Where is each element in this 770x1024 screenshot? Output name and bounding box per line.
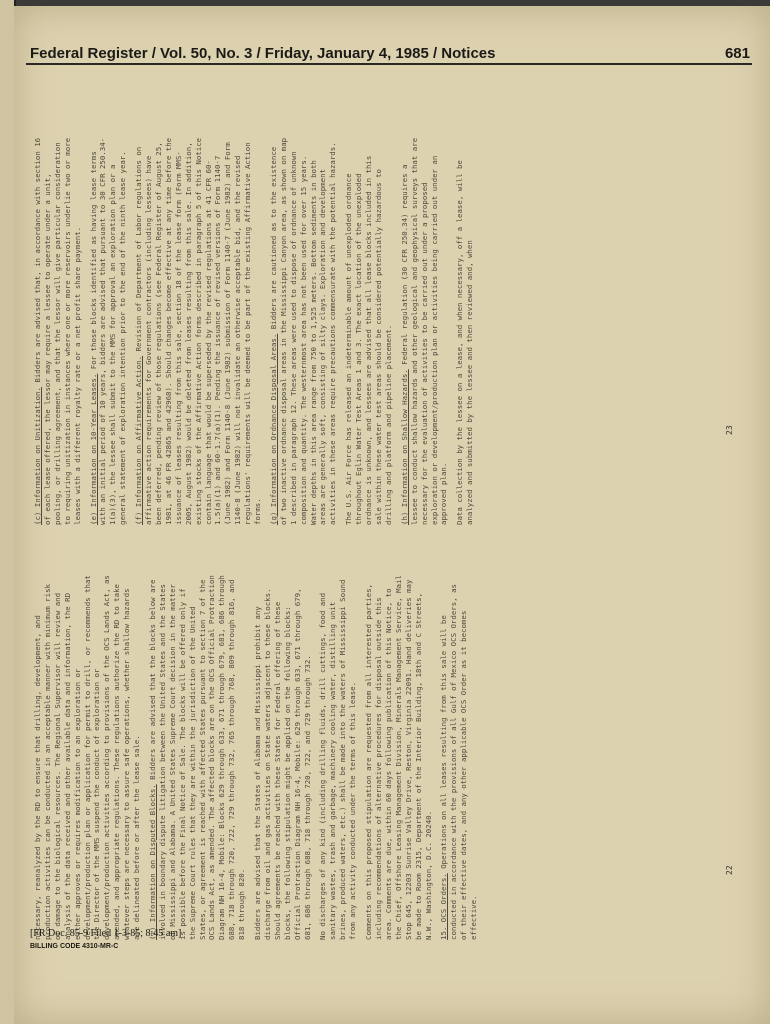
paragraph-text: Operations on all leases resulting from this sale will be conducted in accordance with the provisions of all Gulf of Mexico OCS Orders, as of their effective dates, and any other applicable OCS Order as it becomes effective.: [439, 584, 479, 940]
typescript-paragraph: [439, 575, 479, 940]
running-head: Federal Register / Vol. 50, No. 3 / Friday, January 4, 1985 / Notices: [30, 45, 496, 62]
left-typescript-column: [33, 575, 485, 940]
paragraph-text: Bidders are advised that, in accordance with section 16 of each lease offered, the lessor may require a lessee to operate under a unit, pooling, or drilling agreement, and that the lessor will give particular consideration to requiring unitization in instances where one or more reservoirs underlie two or more leases with a different royalty rate or a net profit share payment.: [33, 137, 82, 525]
paragraph-heading: 15. OCS Orders.: [439, 873, 449, 940]
typescript-paragraph: [33, 135, 83, 525]
rotated-typescript: [25, 95, 745, 995]
typescript-paragraph: [455, 135, 475, 525]
fr-doc-line: [FR Doc. 85-9 Filed 1-3-85; 8:45 am]: [30, 928, 182, 939]
typescript-paragraph: [253, 575, 312, 940]
paragraph-text: necessary, reanalyzed by the RD to ensure that drilling, development, and production activities can be conducted in an acceptable manner with minimum risk or damage to the biological resources. The Regional Supervisor will review and analysis of the data received and other available data and information, the RD either approves or requires modification to an exploration or development/production plan or application for permit to drill, or recommends that the Director of the MMS suspend the conduct of exploration or development/production activities according to provisions of the OCS Lands Act, as amended, and appropriate regulations. These regulations authorize the RD to take whatever steps are necessary to assure safe operations, whether shallow hazards are delineated before or after the lease sale.: [33, 575, 142, 940]
paragraph-heading: (h) Information on Shallow Hazards.: [399, 369, 409, 525]
paragraph-text: Bidders are advised that the States of Alabama and Mississippi prohibit any discharge from oil and gas activities on State waters adjacent to these blocks. Should agreements be reached with these States for Federal offering of these blocks, the following stipulation might be applied on the following blocks: Official Protraction Diagram NH 16-4, Mobile: 629 through 633, 671 through 679, 681, 686 through 688, 718 through 720, 722, and 729 through 732.: [253, 588, 312, 940]
paragraph-heading: (g) Information on Ordnance Disposal Areas.: [268, 333, 278, 525]
paragraph-text: Comments on this proposed stipulation are requested from all interested parties, including recommendations of alternative procedures for disposal outside this area. Comments are due, within 60 days following publication of this Notice, to the Chief, Offshore Leasing Management Division, Minerals Management Service, Mail Stop 645, 12203 Sunrise Valley Drive, Reston, Virginia 22091. Hand deliveries may be made to Room 2315, Department of the Interior Building, 18th and C Streets, N.W., Washington, D.C. 20240.: [364, 575, 433, 940]
right-page-number: 22: [725, 865, 734, 875]
paragraph-heading: (c) Information on Unitization.: [33, 387, 42, 525]
billing-code: BILLING CODE 4310-MR-C: [30, 943, 119, 950]
page-header: [30, 40, 750, 62]
paragraph-text: Data collection by the lessee on a lease, and when necessary, off a lease, will be analyzed and submitted by the lessee and then reviewed and, when: [455, 160, 475, 525]
typescript-paragraph: [89, 135, 129, 525]
typescript-paragraph: [400, 135, 450, 525]
page-number: 681: [724, 45, 750, 62]
typescript-paragraph: [344, 135, 394, 525]
typescript-paragraph: [269, 135, 338, 525]
right-typescript-column: [33, 135, 481, 525]
paragraph-text: Revision of Department of Labor regulations on affirmative action requirements for Government contractors (including lessees) have been deferred, pending review of those regulations (see Federal Register of August 25, 1981, at 46 FR 42865 and 42968). Should changes become effective at any time before the issuance of leases resulting from this sale, section 18 of the lease form (Form MMS-2005, August 1982) would be deleted from leases resulting from this sale. In addition, existing stocks of the Affirmative Action forms described in paragraph 5 of this Notice contain language that would be superseded by the revised regulations at 41 CFR 60-1.5(a)(1) and 60-1.7(a)(1). Pending the issuance of revised versions of Form 1140-7 (June 1982) and Form 1140-8 (June 1982) submission of Form 1140-7 (June 1982) and Form 1140-8 (June 1982) will not invalidate an otherwise acceptable bid, and the revised regulations' requirements will be deemed to be part of the existing Affirmative Action forms.: [134, 137, 263, 525]
typescript-paragraph: [134, 135, 263, 525]
paragraph-text: For those blocks identified as having lease terms with an initial period of 10 years, bidders are advised that pursuant to 30 CFR 250.34-1(a)(3), the lessee shall submit to the MMS for approval an exploration plan or a general statement of exploration intention prior to the end of the ninth lease year.: [88, 137, 128, 525]
paragraph-text: Bidders are cautioned as to the existence of two inactive ordnance disposal areas in the Mississippi Canyon area, as shown on map 1 described in paragraph 12. These areas were used to dispose of ordnance of unknown composition and quantity. The westernmost area has not been used for over 15 years. Water depths in this area range from 750 to 1,525 meters. Bottom sediments in both areas are generally soft, consisting of silty clays. Exploration and development activities in these areas require precautions commensurate with the potential hazards.: [268, 137, 338, 525]
paragraph-text: Bidders are advised that the blocks below are involved in boundary dispute litigation between the United States and the States of Mississippi and Alabama. A United States Supreme Court decision in the matter is possible before the Final Notice of Sale. The blocks will be offered only if the Supreme Court rules that they are within the jurisdiction of the United States, or agreement is reached with affected States pursuant to section 7 of the OCS Lands Act, as amended. The affected blocks are on the OCS Official Protraction Diagram NH 16-4, Mobile: Blocks 629 through 633, 671 through 679, 681, 686 through 688, 718 through 720, 722, 729 through 732, 765 through 768, 809 through 816, and 818 through 820.: [147, 575, 247, 940]
typescript-paragraph: [364, 575, 433, 940]
typescript-paragraph: [148, 575, 247, 940]
typescript-paragraph: [318, 575, 358, 940]
paragraph-heading: (i) Information on Disputed Blocks.: [147, 784, 157, 940]
document-footer: [30, 928, 181, 950]
typescript-paragraph: [33, 575, 142, 940]
paragraph-heading: (e) Information on 10-Year Leases.: [88, 373, 98, 525]
paragraph-text: Federal regulation (30 CFR 250.34) requires a lessee to conduct shallow hazards and other geological and geophysical surveys that are necessary for the evaluation of activities to be carried out under a proposed exploration or development/production plan or activities being carried out under an approved plan.: [399, 137, 449, 525]
paragraph-text: No discharges of any kind (including drilling fluids, drill cuttings, food and sanitary wastes, trash and garbage, machinery cooling water, distilling unit brines, produced waters, etc.) shall be made into the waters of Mississippi Sound from any activity conducted under the terms of this lease.: [318, 579, 358, 940]
paragraph-heading: (f) Information on Affirmative Action.: [134, 355, 144, 525]
left-page-number: 23: [725, 425, 734, 435]
paragraph-text: The U.S. Air Force has released an indeterminable amount of unexploded ordnance throughout Eglin Water Test Areas 1 and 3. The exact location of the unexploded ordnance is unknown, and lessees are advised that all lease blocks included in this sale within these water test areas should be considered potentially hazardous to drilling and platform and pipeline placement.: [344, 155, 393, 525]
header-rule: [26, 63, 752, 65]
